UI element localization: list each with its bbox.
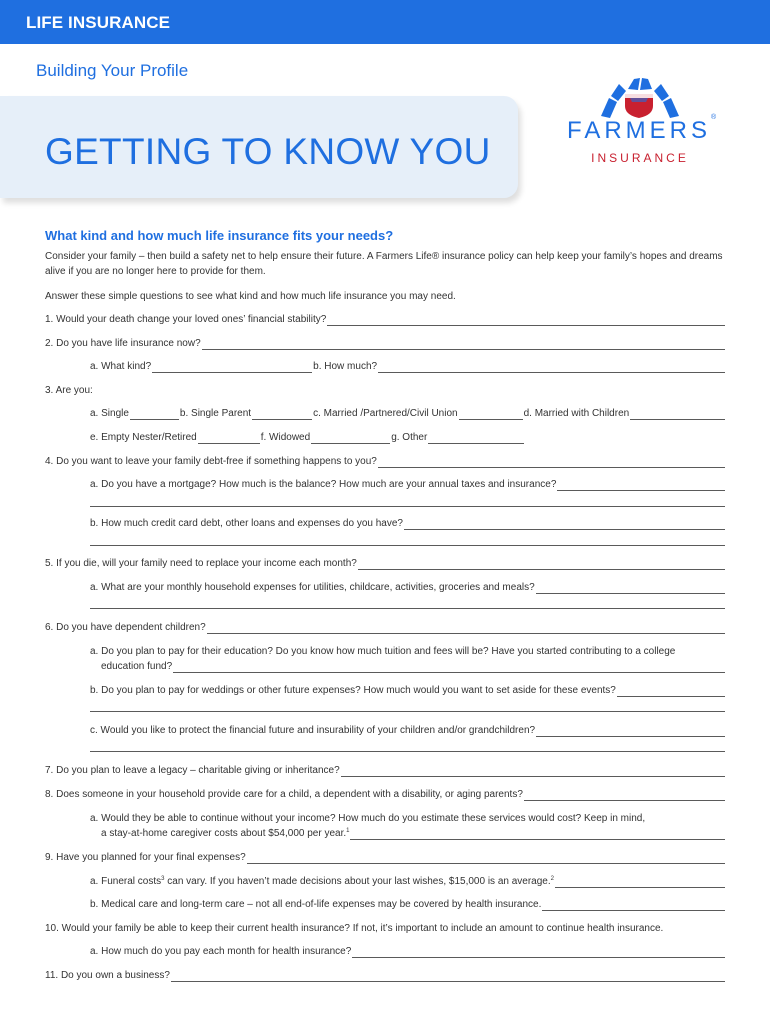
question-3c-label: c. Married /Partnered/Civil Union bbox=[313, 408, 458, 419]
question-5a-label: a. What are your monthly household expenses for utilities, childcare, activities, groceries and meals? bbox=[90, 582, 535, 593]
section-heading: What kind and how much life insurance fits your needs? bbox=[45, 228, 394, 243]
question-3b-answer-line[interactable] bbox=[252, 409, 312, 420]
question-5 bbox=[45, 557, 725, 570]
question-3e-label: e. Empty Nester/Retired bbox=[90, 432, 197, 443]
question-4a-answer-line[interactable] bbox=[557, 480, 725, 491]
logo-subtext: INSURANCE bbox=[591, 151, 689, 165]
question-10-label: 10. Would your family be able to keep their current health insurance? If not, it’s important to include an amount to continue health insurance. bbox=[45, 923, 664, 934]
question-3-label: 3. Are you: bbox=[45, 385, 93, 396]
question-2 bbox=[45, 337, 725, 350]
question-6a bbox=[101, 660, 725, 673]
question-7-answer-line[interactable] bbox=[341, 766, 725, 777]
question-3d-answer-line[interactable] bbox=[630, 409, 725, 420]
question-4a bbox=[90, 478, 725, 491]
footnote-2-marker: 2 bbox=[550, 876, 554, 882]
question-2a-answer-line[interactable] bbox=[152, 362, 312, 373]
question-3 bbox=[45, 384, 725, 397]
footnote-1-marker: 1 bbox=[346, 828, 350, 834]
question-9b bbox=[90, 898, 725, 911]
question-9b-answer-line[interactable] bbox=[542, 900, 725, 911]
question-4-label: 4. Do you want to leave your family debt-free if something happens to you? bbox=[45, 456, 377, 467]
question-6a-line-1: a. Do you plan to pay for their education? Do you know how much tuition and fees will be? Have you started contributing to a college bbox=[90, 646, 676, 657]
question-6b-extra-line[interactable] bbox=[90, 711, 725, 712]
question-9a-label: a. Funeral costs$^3$ can vary. If you haven’t made decisions about your last wishes, $15,000 is an average.$^2$ bbox=[90, 876, 554, 887]
question-6c-answer-line[interactable] bbox=[536, 726, 725, 737]
question-3a-answer-line[interactable] bbox=[130, 409, 179, 420]
question-2b-label: b. How much? bbox=[313, 361, 378, 372]
footnote-3-marker: 3 bbox=[161, 876, 165, 882]
section-subtitle: Building Your Profile bbox=[36, 61, 189, 80]
question-2a-label: a. What kind? bbox=[90, 361, 152, 372]
question-11 bbox=[45, 969, 725, 982]
question-10 bbox=[45, 922, 725, 935]
question-6b-label: b. Do you plan to pay for weddings or other future expenses? How much would you want to set aside for these events? bbox=[90, 685, 616, 696]
question-5a bbox=[90, 581, 725, 594]
intro-paragraph: Consider your family – then build a safety net to help ensure their future. A Farmers Life® insurance policy can help keep your family’s hopes and dreams alive if you are no longer here to provide for them. bbox=[45, 251, 723, 277]
question-1-label: 1. Would your death change your loved ones’ financial stability? bbox=[45, 314, 327, 325]
question-3g-answer-line[interactable] bbox=[428, 433, 524, 444]
question-6-answer-line[interactable] bbox=[207, 623, 725, 634]
question-9a bbox=[90, 875, 725, 888]
question-1 bbox=[45, 313, 725, 326]
question-9-label: 9. Have you planned for your final expenses? bbox=[45, 852, 246, 863]
question-4 bbox=[45, 455, 725, 468]
question-5-answer-line[interactable] bbox=[358, 559, 725, 570]
question-7 bbox=[45, 764, 725, 777]
question-6 bbox=[45, 621, 725, 634]
question-3a-label: a. Single bbox=[90, 408, 129, 419]
question-6b-answer-line[interactable] bbox=[617, 686, 725, 697]
header-bar bbox=[0, 0, 770, 44]
logo-registered-mark: ® bbox=[711, 114, 717, 121]
question-6c-label: c. Would you like to protect the financial future and insurability of your children and/or grandchildren? bbox=[90, 725, 536, 736]
logo-wordmark: FARMERS bbox=[566, 117, 711, 144]
question-3c-answer-line[interactable] bbox=[459, 409, 523, 420]
question-3d-label: d. Married with Children bbox=[523, 408, 630, 419]
question-3-options-row-2 bbox=[90, 431, 725, 444]
question-6-label: 6. Do you have dependent children? bbox=[45, 622, 206, 633]
question-4b bbox=[90, 517, 725, 530]
question-9-answer-line[interactable] bbox=[247, 853, 725, 864]
question-5-label: 5. If you die, will your family need to replace your income each month? bbox=[45, 558, 357, 569]
question-4b-extra-line[interactable] bbox=[90, 545, 725, 546]
question-3f-label: f. Widowed bbox=[260, 432, 311, 443]
question-8-label: 8. Does someone in your household provide care for a child, a dependent with a disability, or aging parents? bbox=[45, 789, 523, 800]
question-1-answer-line[interactable] bbox=[327, 315, 725, 326]
question-2-label: 2. Do you have life insurance now? bbox=[45, 338, 201, 349]
question-11-answer-line[interactable] bbox=[171, 971, 725, 982]
question-6c-extra-line[interactable] bbox=[90, 751, 725, 752]
question-4b-answer-line[interactable] bbox=[404, 519, 725, 530]
question-3-options-row-1 bbox=[90, 407, 725, 420]
question-2b-answer-line[interactable] bbox=[378, 362, 725, 373]
question-8a bbox=[101, 827, 725, 840]
question-9b-label: b. Medical care and long-term care – not all end-of-life expenses may be covered by health insurance. bbox=[90, 899, 542, 910]
question-3f-answer-line[interactable] bbox=[311, 433, 390, 444]
farmers-shield-icon bbox=[597, 78, 681, 118]
page-title: GETTING TO KNOW YOU bbox=[45, 131, 491, 172]
question-8 bbox=[45, 788, 725, 801]
question-6b bbox=[90, 684, 725, 697]
question-4a-extra-line[interactable] bbox=[90, 506, 725, 507]
question-11-label: 11. Do you own a business? bbox=[45, 970, 170, 981]
question-4a-label: a. Do you have a mortgage? How much is the balance? How much are your annual taxes and insurance? bbox=[90, 479, 557, 490]
question-8-answer-line[interactable] bbox=[524, 790, 725, 801]
question-8a-line-1: a. Would they be able to continue without your income? How much do you estimate these services would cost? Keep in mind, bbox=[90, 813, 646, 824]
question-9a-answer-line[interactable] bbox=[555, 877, 725, 888]
question-6a-label: education fund? bbox=[101, 661, 173, 672]
question-2-answer-line[interactable] bbox=[202, 339, 725, 350]
question-3b-label: b. Single Parent bbox=[179, 408, 252, 419]
question-4-answer-line[interactable] bbox=[378, 457, 725, 468]
question-5a-answer-line[interactable] bbox=[536, 583, 725, 594]
farmers-logo bbox=[555, 78, 725, 168]
question-8a-answer-line[interactable] bbox=[350, 829, 725, 840]
question-2-sub bbox=[90, 360, 725, 373]
question-5a-extra-line[interactable] bbox=[90, 608, 725, 609]
question-3e-answer-line[interactable] bbox=[198, 433, 260, 444]
question-10a-label: a. How much do you pay each month for health insurance? bbox=[90, 946, 352, 957]
question-9 bbox=[45, 851, 725, 864]
question-4b-label: b. How much credit card debt, other loans and expenses do you have? bbox=[90, 518, 403, 529]
question-3g-label: g. Other bbox=[391, 432, 428, 443]
question-6a-answer-line[interactable] bbox=[173, 662, 725, 673]
question-6c bbox=[90, 724, 725, 737]
instructions-paragraph: Answer these simple questions to see what kind and how much life insurance you may need. bbox=[45, 291, 456, 302]
question-7-label: 7. Do you plan to leave a legacy – charitable giving or inheritance? bbox=[45, 765, 340, 776]
question-10a-answer-line[interactable] bbox=[352, 947, 725, 958]
question-8a-label: a stay-at-home caregiver costs about $54,000 per year.$^1$ bbox=[101, 828, 350, 839]
header-title: LIFE INSURANCE bbox=[26, 13, 171, 32]
question-10a bbox=[90, 945, 725, 958]
